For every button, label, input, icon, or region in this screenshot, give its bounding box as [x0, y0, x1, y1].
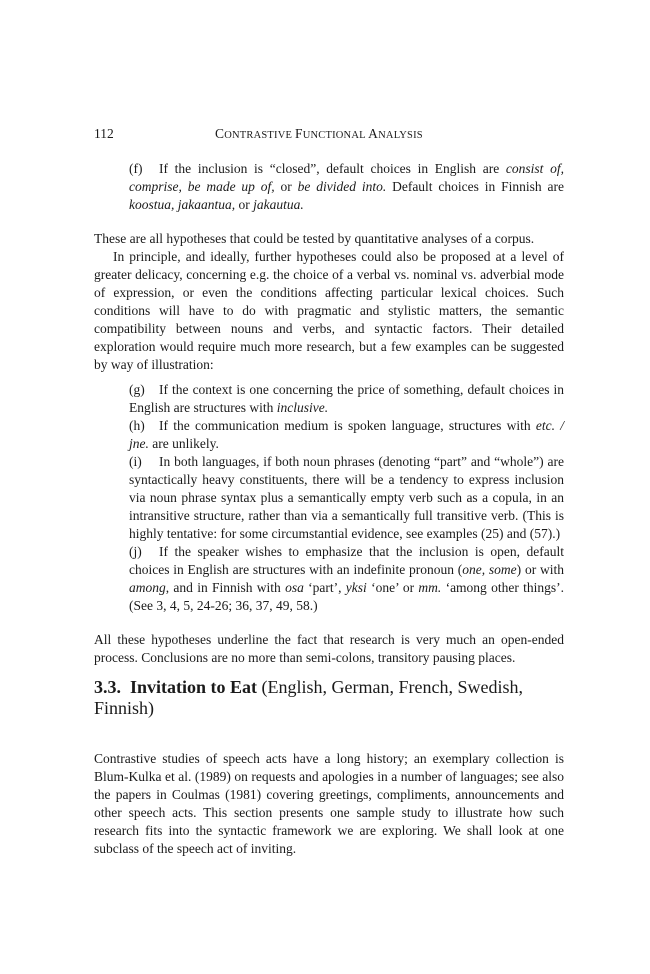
item-text: ‘one’ or — [366, 580, 419, 595]
running-head — [94, 126, 564, 146]
paragraph-hypotheses — [94, 230, 564, 374]
italic-term: inclusive. — [276, 400, 329, 415]
list-item — [129, 543, 564, 615]
paragraph-text: In principle, and ideally, further hypotheses could also be proposed at a level of greater delicacy, concerning e.g. the choice of a verbal vs. nominal vs. adverbial mode of expression, or even the conditions affecting particular lexical choices. Such conditions will have to do with pragmatic and stylistic matters, the semantic compatibility between nouns and verbs, and syntactic factors. Their detailed exploration would require much more research, but a few examples can be suggested by way of illustration: — [94, 249, 564, 372]
section-heading — [94, 677, 564, 719]
italic-term: consist of, comprise, be made up of, — [129, 161, 564, 194]
italic-term: be divided into. — [297, 179, 387, 194]
item-label: (h) — [129, 418, 145, 433]
paragraph-text: Contrastive studies of speech acts have a long history; an exemplary collection is Blum-Kulka et al. (1989) on requests and apologies in a number of languages; see also the papers in Coulmas (1981) covering greetings, compliments, announcements and other speech acts. This section presents one sample study to illustrate how such research fits into the syntactic framework we are exploring. We shall look at one subclass of the speech act of inviting. — [94, 751, 564, 856]
item-label: (f) — [129, 161, 143, 176]
running-title-smallcaps: ONTRASTIVE — [224, 130, 295, 141]
page-number: 112 — [94, 126, 114, 141]
italic-term: jakautua. — [253, 197, 304, 212]
hypothesis-f — [129, 160, 564, 214]
list-item — [129, 381, 564, 417]
italic-term: one, some — [462, 562, 517, 577]
section-languages: (English, German, French, Swedish, Finnish) — [94, 677, 523, 718]
running-title-initial: C — [215, 126, 225, 141]
section-title: Invitation to Eat — [130, 677, 258, 697]
item-label: (i) — [129, 454, 142, 469]
italic-term: etc. / jne. — [129, 418, 564, 451]
running-title-smallcaps: UNCTIONAL — [302, 130, 369, 141]
item-text: , and in Finnish with — [165, 580, 286, 595]
item-text: or — [274, 179, 298, 194]
item-text: If the speaker wishes to emphasize that the inclusion is open, default choices in English are structures with an indefinite pronoun ( — [129, 544, 564, 577]
italic-term: koostua, jakaantua, — [129, 197, 236, 212]
item-text: Default choices in Finnish are — [386, 179, 564, 194]
item-text: are unlikely. — [148, 436, 219, 451]
paragraph-text: All these hypotheses underline the fact that research is very much an open-ended process. Conclusions are no more than semi-colons, transitory pausing places. — [94, 632, 564, 665]
paragraph-conclusion — [94, 631, 564, 667]
item-text: If the communication medium is spoken language, structures with — [159, 418, 536, 433]
item-text: If the inclusion is “closed”, default choices in English are — [159, 161, 506, 176]
list-item — [129, 160, 564, 214]
item-label: (j) — [129, 544, 142, 559]
hypotheses-list — [129, 381, 564, 615]
italic-term: osa — [285, 580, 304, 595]
item-label: (g) — [129, 382, 145, 397]
list-item — [129, 417, 564, 453]
paragraph-sentence: These are all hypotheses that could be tested by quantitative analyses of a corpus. — [94, 231, 535, 246]
item-text: ‘among other things’. (See 3, 4, 5, 24-26; 36, 37, 49, 58.) — [129, 580, 565, 613]
section-number: 3.3. — [94, 677, 121, 697]
running-title — [215, 126, 423, 142]
item-text: ‘part’, — [303, 580, 346, 595]
running-title-smallcaps: NALYSIS — [378, 130, 423, 141]
list-item — [129, 453, 564, 543]
paragraph-speech-acts — [94, 750, 564, 858]
running-title-initial: F — [294, 126, 303, 141]
item-text: ) or with — [516, 562, 564, 577]
item-text: In both languages, if both noun phrases (denoting “part” and “whole”) are syntactically heavy constituents, there will be a tendency to express inclusion via noun phrase syntax plus a semantically empty verb such as a copula, in an intransitive structure, rather than via a semantically full transitive verb. (This is highly tentative: for some circumstantial evidence, see examples (25) and (57).) — [129, 454, 564, 541]
italic-term: mm. — [418, 580, 442, 595]
item-text: If the context is one concerning the price of something, default choices in English are structures with — [129, 382, 564, 415]
item-text: or — [235, 197, 254, 212]
running-title-initial: A — [368, 126, 379, 141]
italic-term: among — [129, 580, 166, 595]
italic-term: yksi — [345, 580, 367, 595]
